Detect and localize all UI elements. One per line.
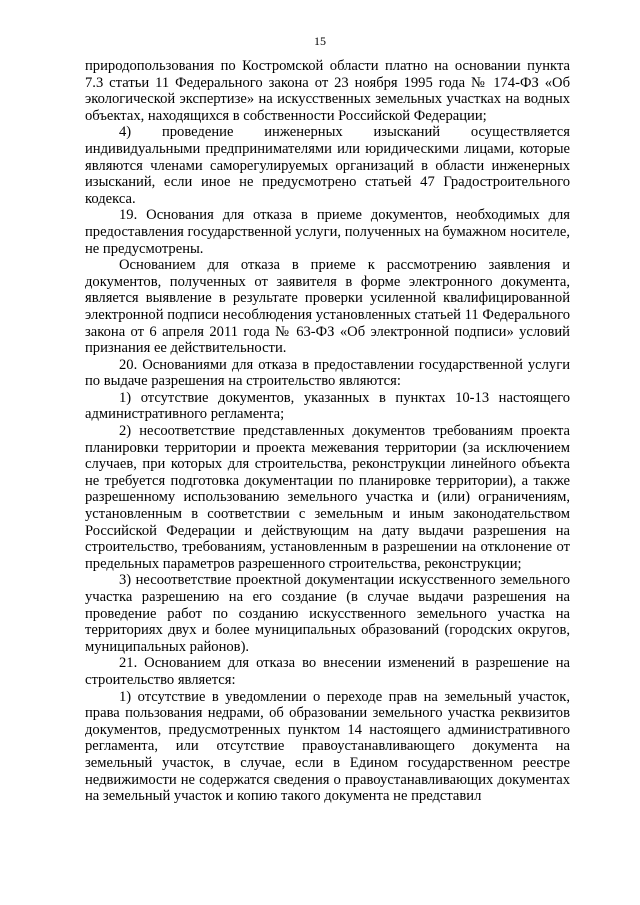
paragraph-20: 20. Основаниями для отказа в предоставлении государственной услуги по выдаче разрешения на строительство являются: — [85, 356, 570, 390]
paragraph-20-item-2: 2) несоответствие представленных документов требованиям проекта планировки территории и проекта межевания территории (за исключением случаев, при которых для строительства, реконструкции линейного объекта не требуется подготовка документации по планировке территории), а также разрешенному использованию земельного участка и (или) ограничениям, установленным в соответствии с земельным и иным законодательством Российской Федерации и действующим на дату выдачи разрешения на строительство, требованиям, установленным в разрешении на отклонение от предельных параметров разрешенного строительства, реконструкции; — [85, 423, 570, 572]
page-number: 15 — [314, 34, 326, 48]
paragraph-19: 19. Основания для отказа в приеме документов, необходимых для предоставления государственной услуги, полученных на бумажном носителе, не предусмотрены. — [85, 207, 570, 257]
paragraph-20-item-3: 3) несоответствие проектной документации искусственного земельного участка разрешению на его создание (в случае выдачи разрешения на проведение работ по созданию искусственного земельного участка на территориях двух и более муниципальных образований (городских округов, муниципальных районов). — [85, 572, 570, 655]
paragraph-continuation: природопользования по Костромской области платно на основании пункта 7.3 статьи 11 Федерального закона от 23 ноября 1995 года № 174-ФЗ «Об экологической экспертизе» на искусственных земельных участках на водных объектах, находящихся в собственности Российской Федерации; — [85, 58, 570, 124]
paragraph-21-item-1: 1) отсутствие в уведомлении о переходе прав на земельный участок, права пользования недрами, об образовании земельного участка реквизитов документов, предусмотренных пунктом 14 настоящего административного регламента, или отсутствие правоустанавливающего документа на земельный участок, в случае, если в Едином государственном реестре недвижимости не содержатся сведения о правоустанавливающих документах на земельный участок и копию такого документа не представил — [85, 688, 570, 805]
paragraph-21: 21. Основанием для отказа во внесении изменений в разрешение на строительство является: — [85, 655, 570, 688]
paragraph-20-item-1: 1) отсутствие документов, указанных в пунктах 10-13 настоящего административного регламента; — [85, 389, 570, 423]
document-body — [85, 58, 570, 805]
paragraph-item-4: 4) проведение инженерных изысканий осуществляется индивидуальными предпринимателями или юридическими лицами, которые являются членами саморегулируемых организаций в области инженерных изысканий, если иное не предусмотрено статьей 47 Градостроительного кодекса. — [85, 124, 570, 207]
paragraph-electronic-refusal: Основанием для отказа в приеме к рассмотрению заявления и документов, полученных от заявителя в форме электронного документа, является выявление в результате проверки усиленной квалифицированной электронной подписи несоблюдения установленных статьей 11 Федерального закона от 6 апреля 2011 года № 63-ФЗ «Об электронной подписи» условий признания ее действительности. — [85, 257, 570, 357]
